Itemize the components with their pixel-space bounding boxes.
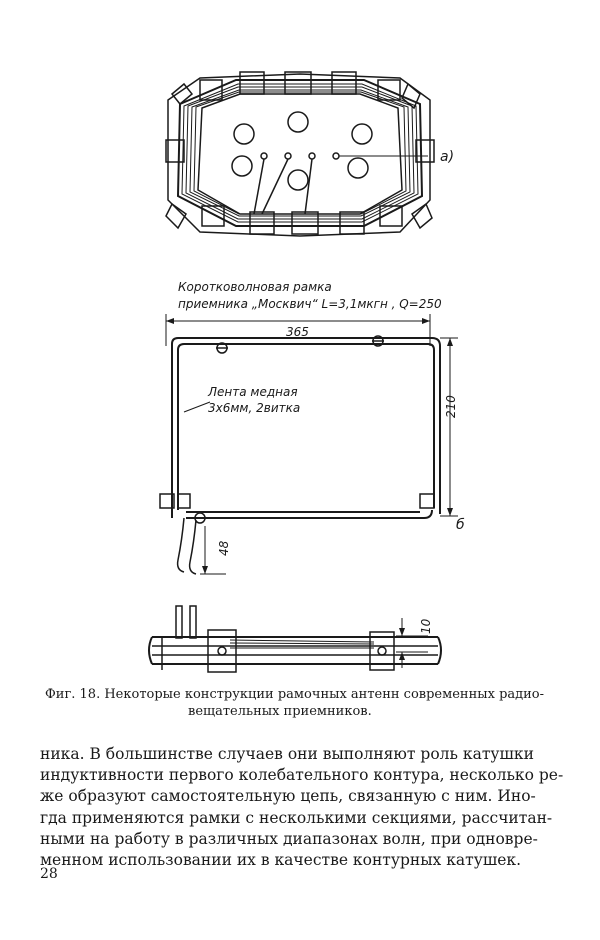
- figure-label-a: а): [440, 149, 455, 165]
- tape-label-line1: Лента медная: [208, 385, 298, 399]
- dimension-height-label: 210: [444, 395, 458, 418]
- frame-title-line1: Коротковолновая рамка: [178, 280, 332, 294]
- frame-title-line2: приемника „Москвич“ L=3,1мкгн , Q=250: [178, 297, 442, 311]
- body-line: ными на работу в различных диапазонах волн, при одновре-: [40, 829, 538, 848]
- body-line: индуктивности первого колебательного контура, несколько ре-: [40, 766, 564, 785]
- body-paragraph: [40, 744, 564, 871]
- drawing-a-wound-frame: [166, 72, 434, 236]
- body-line: менном использовании их в качестве контурных катушек.: [40, 851, 522, 870]
- figure-caption: [45, 686, 565, 720]
- tape-label-line2: 3х6мм, 2витка: [208, 401, 301, 415]
- caption-line-1: Фиг. 18. Некоторые конструкции рамочных антенн современных радио-: [45, 687, 545, 702]
- dimension-thickness-label: 10: [419, 618, 433, 634]
- body-line: ника. В большинстве случаев они выполняют роль катушки: [40, 745, 534, 763]
- body-line: гда применяются рамки с несколькими секциями, рассчитан-: [40, 808, 553, 827]
- dimension-width-label: 365: [286, 325, 309, 339]
- body-line: же образуют самостоятельную цепь, связанную с ним. Ино-: [40, 787, 536, 806]
- figure-label-b: б: [456, 517, 465, 533]
- caption-line-2: вещательных приемников.: [188, 704, 372, 719]
- dimension-lead-label: 48: [217, 540, 231, 556]
- drawing-b-rectangular-frame: [160, 314, 458, 574]
- drawing-c-side-view: [149, 606, 441, 672]
- page-number: 28: [40, 866, 58, 882]
